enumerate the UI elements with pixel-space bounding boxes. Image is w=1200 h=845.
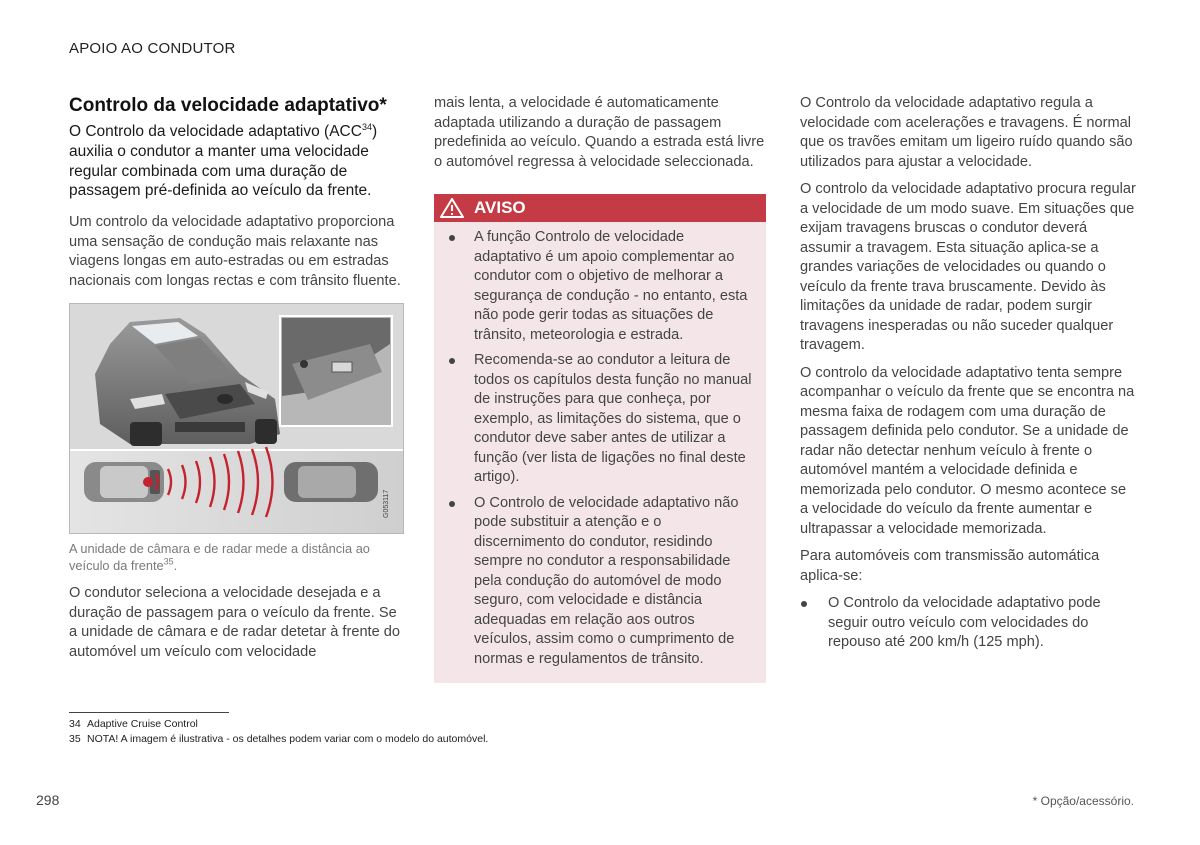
lead-paragraph <box>69 122 402 201</box>
warning-triangle-icon <box>440 198 464 218</box>
continuation-paragraph: mais lenta, a velocidade é automaticamente adaptada utilizando a duração de passagem predefinida ao veículo. Quando a estrada está livre o automóvel regressa à velocidade seleccionada. <box>434 95 765 170</box>
page-number: 298 <box>36 792 60 808</box>
option-note: * Opção/acessório. <box>1032 794 1134 808</box>
selection-paragraph: O condutor seleciona a velocidade desejada e a duração de passagem para o veículo da frente. Se a unidade de câmara e de radar detetar à frente do automóvel um veículo com velocidade <box>69 585 401 660</box>
warning-box <box>434 194 766 683</box>
warning-item: A função Controlo de velocidade adaptativo é um apoio complementar ao condutor com o objetivo de melhorar a segurança de condução - no entanto, esta não pode gerir todas as situações de trânsito, meteorologia e estrada. <box>448 228 754 345</box>
column-2 <box>434 94 766 683</box>
warning-item: O Controlo de velocidade adaptativo não pode substituir a atenção e o discernimento do condutor, residindo sempre no condutor a responsabilidade pela condução do automóvel de modo seguro, com velocidade e distância adequadas em relação aos outros veículos, assim como o cumprimento de normas e regulamentos de trânsito. <box>448 494 754 670</box>
automatic-paragraph: Para automóveis com transmissão automática aplica-se: <box>800 548 1100 584</box>
follow-paragraph: O controlo da velocidade adaptativo tenta sempre acompanhar o veículo da frente que se encontra na mesma faixa de rodagem com uma duração de passagem definida pelo condutor. Se a unidade de radar não detectar nenhum veículo à frente o automóvel mantém a velocidade definida e memorizada pelo condutor. O mesmo acontece se a velocidade do veículo da frente aumentar e ultrapassar a velocidade memorizada. <box>800 364 1135 537</box>
column-3 <box>800 94 1136 659</box>
footnote-number: 35 <box>69 733 81 745</box>
car-radar-illustration <box>70 304 403 533</box>
caption-end: . <box>173 558 178 574</box>
warning-item: Recomenda-se ao condutor a leitura de todos os capítulos desta função no manual de instruções para que conheça, por exemplo, as limitações do sistema, que o condutor deve saber antes de utilizar a função (ver lista de ligações no final deste artigo). <box>448 351 754 488</box>
illustration-figure <box>69 303 404 534</box>
footnote-text: Adaptive Cruise Control <box>87 718 198 730</box>
radar-unit-inset <box>280 316 392 426</box>
footnote-34 <box>69 718 198 730</box>
figure-caption <box>69 540 402 574</box>
warning-title: AVISO <box>474 198 526 217</box>
smooth-paragraph: O controlo da velocidade adaptativo procura regular a velocidade de um modo suave. Em situações que exijam travagens bruscas o condutor deverá assumir a travagem. Esta situação aplica-se a grandes variações de velocidades ou quando o veículo da frente trava bruscamente. Devido às limitações da unidade de radar, podem surgir travagens inesperadas ou não suceder qualquer travagem. <box>800 181 1136 353</box>
footnote-number: 34 <box>69 718 81 730</box>
figure-code: G053117 <box>383 489 390 519</box>
footnote-35 <box>69 733 488 745</box>
footnote-ref-34[interactable]: 34 <box>361 121 372 132</box>
automatic-item: O Controlo da velocidade adaptativo pode seguir outro veículo com velocidades do repouso até 200 km/h (125 mph). <box>800 594 1136 653</box>
page-title: Controlo da velocidade adaptativo* <box>69 95 387 116</box>
intro-paragraph: Um controlo da velocidade adaptativo proporciona uma sensação de condução mais relaxante nas viagens longas em auto-estradas ou em estradas nacionais com longas rectas e com trânsito fluente. <box>69 214 401 289</box>
lead-text-a: O Controlo da velocidade adaptativo (ACC <box>69 123 362 140</box>
footnote-ref-35[interactable]: 35 <box>163 556 174 567</box>
warning-header <box>434 194 766 222</box>
footnote-divider <box>69 712 229 713</box>
footnote-text: NOTA! A imagem é ilustrativa - os detalhes podem variar com o modelo do automóvel. <box>87 733 489 745</box>
car-ahead-icon <box>284 462 378 502</box>
lead-text-b: ) auxilia o condutor a manter uma velocidade regular combinada com uma duração de passagem pré-definida ao veículo da frente. <box>69 123 378 200</box>
column-1 <box>69 94 402 670</box>
section-header: APOIO AO CONDUTOR <box>69 40 236 57</box>
caption-text: A unidade de câmara e de radar mede a distância ao veículo da frente <box>69 541 370 574</box>
warning-list <box>434 222 766 669</box>
regulation-paragraph: O Controlo da velocidade adaptativo regula a velocidade com acelerações e travagens. É normal que os travões emitam um ligeiro ruído quando são utilizados para ajustar a velocidade. <box>800 95 1133 170</box>
automatic-list <box>800 594 1136 653</box>
